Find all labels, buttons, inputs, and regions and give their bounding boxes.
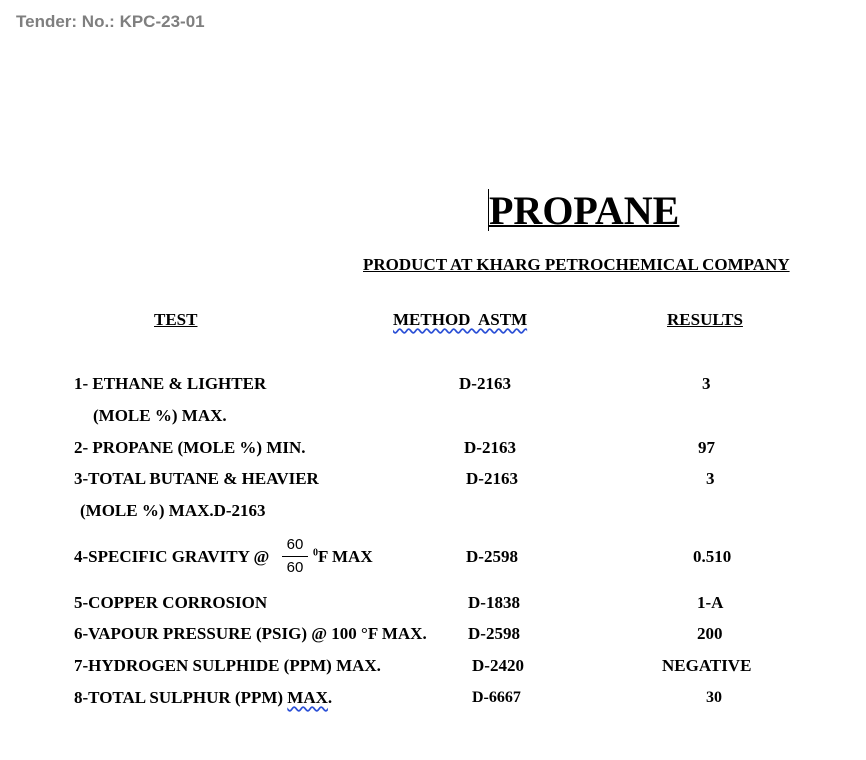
document-subtitle: PRODUCT AT KHARG PETROCHEMICAL COMPANY [363, 255, 790, 274]
row-5-test: 5-COPPER CORROSION [74, 593, 268, 612]
row-3-test: 3-TOTAL BUTANE & HEAVIER [74, 469, 319, 488]
row-4-method: D-2598 [466, 547, 518, 566]
row-5-result: 1-A [697, 593, 724, 612]
row-7-result: NEGATIVE [662, 656, 752, 675]
row-1-test: 1- ETHANE & LIGHTER [74, 374, 267, 393]
row-2-result: 97 [698, 438, 715, 457]
row-1-method: D-2163 [459, 374, 511, 393]
row-8-test-max: MAX [287, 688, 328, 707]
row-1-test-continued: (MOLE %) MAX. [93, 406, 227, 425]
row-3-test-continued: (MOLE %) MAX.D-2163 [80, 501, 266, 520]
row-3-result: 3 [706, 469, 715, 488]
row-8-result: 30 [706, 689, 722, 706]
row-7-method: D-2420 [472, 656, 524, 675]
row-6-test: 6-VAPOUR PRESSURE (PSIG) @ 100 °F MAX. [74, 624, 427, 643]
row-4-unit: F MAX [318, 547, 373, 566]
row-8-method: D-6667 [472, 689, 521, 706]
row-4-result: 0.510 [693, 547, 732, 566]
column-header-test: TEST [154, 310, 198, 329]
row-5-method: D-1838 [468, 593, 520, 612]
fraction-denominator: 60 [286, 559, 304, 576]
gravity-fraction [282, 536, 308, 577]
row-3-method: D-2163 [466, 469, 518, 488]
row-1-result: 3 [702, 374, 711, 393]
column-header-method: METHOD ASTM [393, 310, 528, 329]
row-6-method: D-2598 [468, 624, 520, 643]
row-8-test-period: . [327, 688, 333, 707]
row-7-test: 7-HYDROGEN SULPHIDE (PPM) MAX. [74, 656, 381, 675]
fraction-bar [282, 556, 308, 557]
row-4-test-suffix [313, 547, 373, 567]
degree-superscript: 0 [313, 547, 318, 559]
tender-number: Tender: No.: KPC-23-01 [16, 12, 205, 31]
row-4-test: 4-SPECIFIC GRAVITY @ [74, 547, 270, 566]
row-8-test-main: 8-TOTAL SULPHUR (PPM) [74, 688, 284, 707]
row-2-method: D-2163 [464, 438, 516, 457]
fraction-numerator: 60 [286, 536, 304, 553]
row-2-test: 2- PROPANE (MOLE %) MIN. [74, 438, 306, 457]
row-6-result: 200 [697, 624, 723, 643]
row-8-test [74, 688, 332, 708]
document-title: PROPANE [489, 188, 680, 233]
column-header-results: RESULTS [667, 310, 743, 329]
